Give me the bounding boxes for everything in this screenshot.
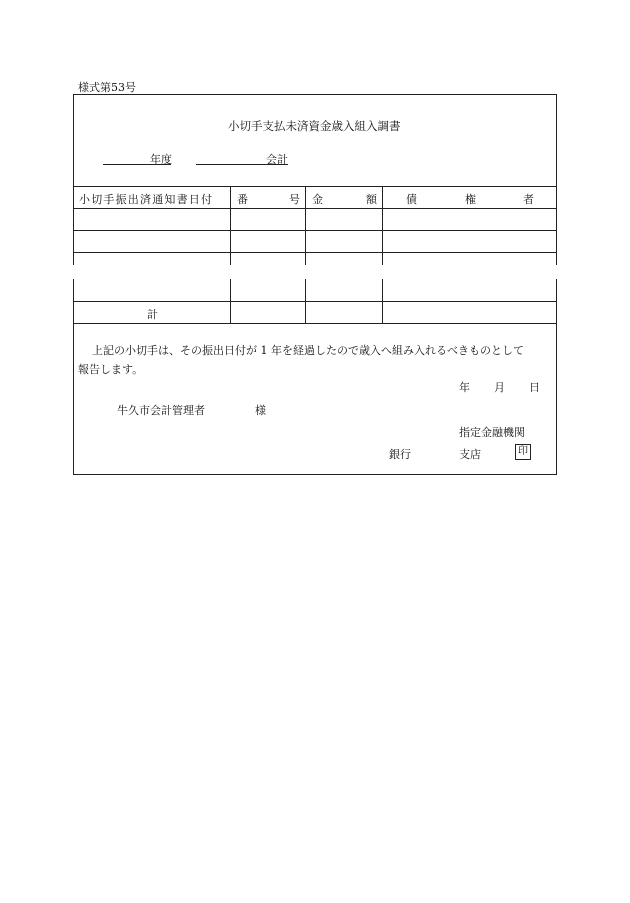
branch-label: 支店	[459, 448, 481, 461]
institution-label: 指定金融機関	[459, 426, 525, 439]
column-divider	[305, 186, 306, 323]
statement-line-2: 報告します。	[78, 363, 144, 376]
total-row-bottom-line	[73, 323, 557, 324]
total-label: 計	[147, 308, 158, 321]
date-month-label: 月	[494, 381, 505, 394]
header-amount-2: 額	[366, 193, 377, 206]
header-creditor-2: 権	[465, 193, 476, 206]
table-break	[70, 265, 560, 279]
form-number-label: 様式第53号	[78, 81, 136, 94]
date-year-label: 年	[459, 381, 470, 394]
account-label: 会計	[266, 153, 288, 166]
row-line	[73, 301, 557, 302]
column-divider	[230, 186, 231, 323]
header-creditor-1: 債	[406, 193, 417, 206]
row-line	[73, 252, 557, 253]
bank-label: 銀行	[389, 448, 411, 461]
honorific-label: 様	[255, 404, 266, 417]
document-title: 小切手支払未済資金歳入組入調書	[228, 119, 401, 133]
row-line	[73, 230, 557, 231]
fiscal-year-label: 年度	[150, 153, 172, 166]
header-amount-1: 金	[312, 193, 323, 206]
header-creditor-3: 者	[523, 193, 534, 206]
recipient-label: 牛久市会計管理者	[117, 404, 205, 417]
column-divider	[382, 186, 383, 323]
header-bottom-line	[73, 208, 557, 209]
header-check-date: 小切手振出済通知書日付	[79, 193, 214, 206]
table-top-line	[73, 186, 557, 187]
date-day-label: 日	[529, 381, 540, 394]
header-number-1: 番	[237, 193, 248, 206]
statement-line-1: 上記の小切手は、その振出日付が 1 年を経過したので歳入へ組み入れるべきものとして	[92, 344, 524, 357]
seal-mark: 印	[515, 444, 531, 460]
header-number-2: 号	[289, 193, 300, 206]
